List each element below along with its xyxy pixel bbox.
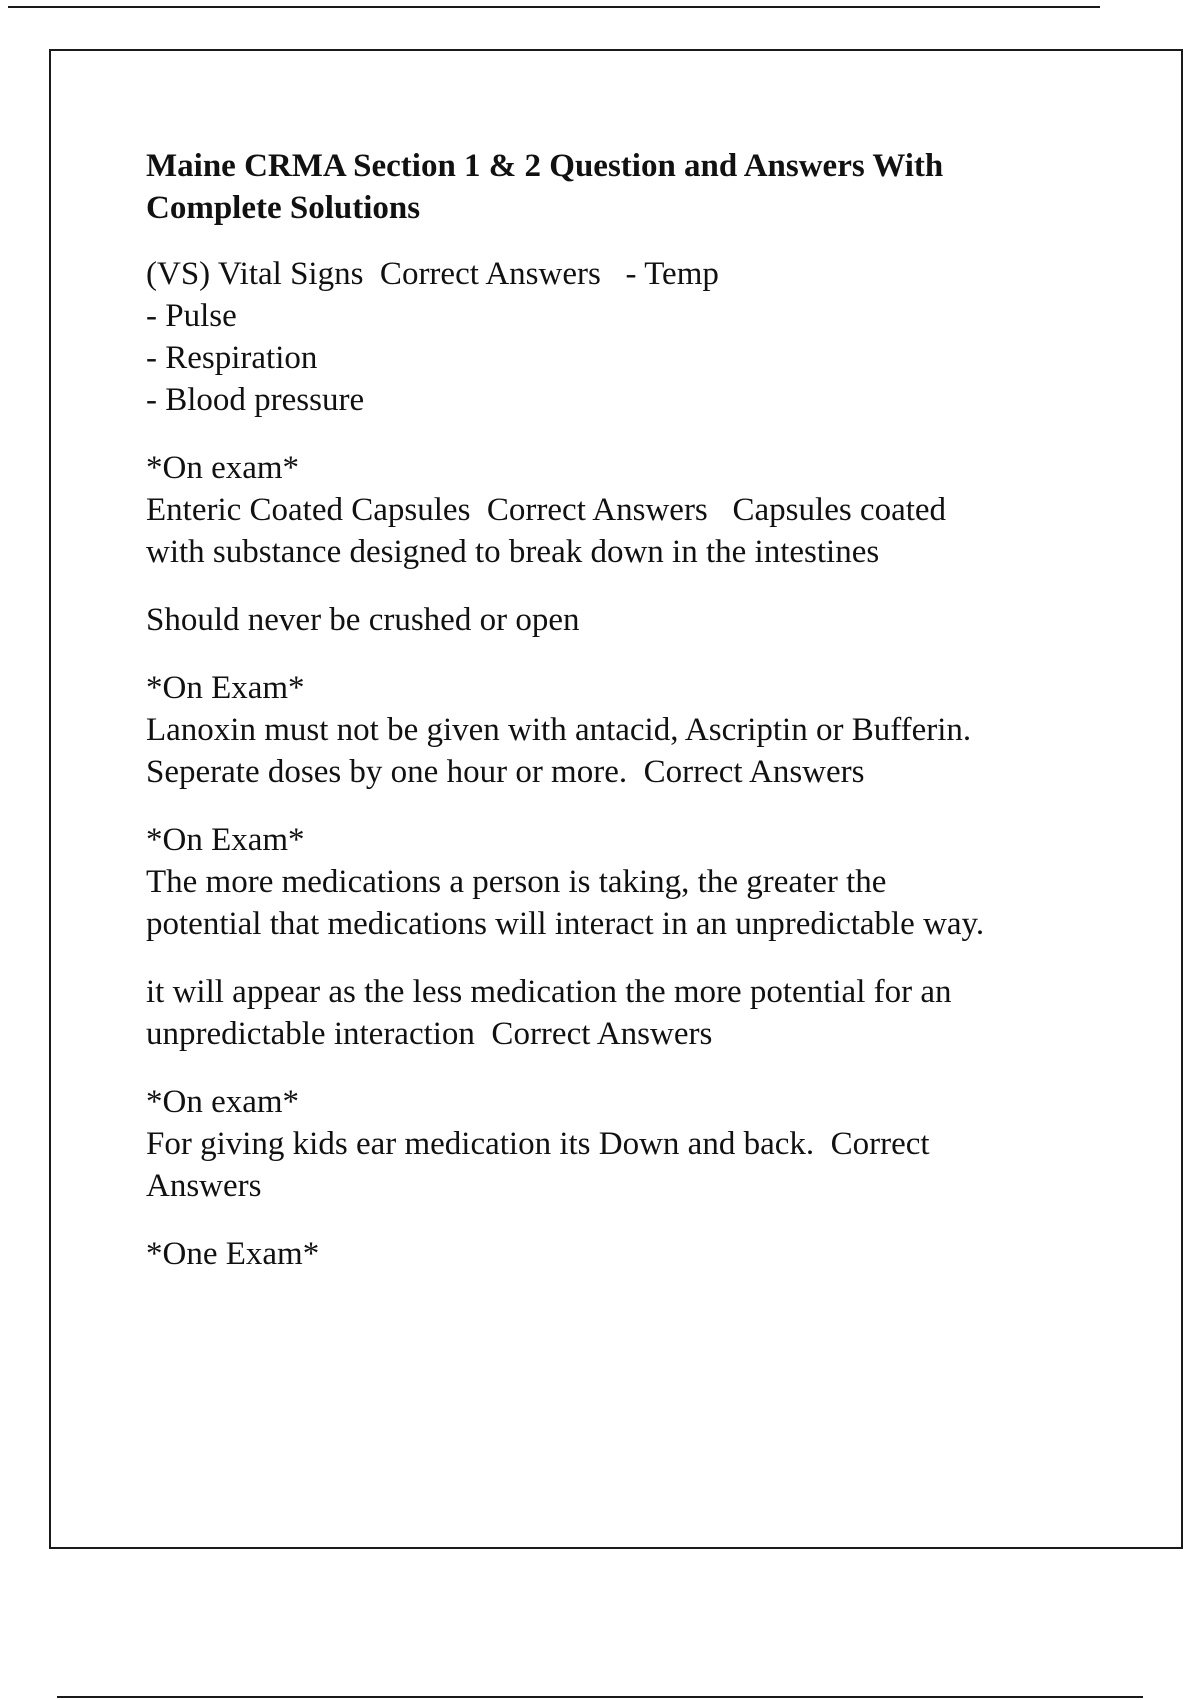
text-line: with substance designed to break down in the intestines	[146, 534, 880, 570]
text-line: - Blood pressure	[146, 382, 365, 418]
bottom-rule	[57, 1696, 1143, 1698]
text-line: it will appear as the less medication the more potential for an	[146, 974, 952, 1010]
vital-signs-block	[146, 253, 1096, 421]
text-line: unpredictable interaction Correct Answers	[146, 1016, 713, 1052]
exam-marker: *On exam*	[146, 450, 300, 486]
exam-marker: *On Exam*	[146, 822, 305, 858]
text-line: Should never be crushed or open	[146, 602, 580, 638]
text-line: Lanoxin must not be given with antacid, Ascriptin or Bufferin.	[146, 712, 972, 748]
text-line: (VS) Vital Signs Correct Answers - Temp	[146, 256, 719, 292]
exam-marker: *On Exam*	[146, 670, 305, 706]
lanoxin-block	[146, 667, 1096, 793]
text-line: Answers	[146, 1168, 262, 1204]
medication-interaction-block	[146, 819, 1096, 945]
exam-marker: *One Exam*	[146, 1236, 320, 1272]
interaction-answer-block	[146, 971, 1096, 1055]
text-line: - Respiration	[146, 340, 318, 376]
top-rule	[8, 6, 1100, 8]
text-line: The more medications a person is taking, the greater the	[146, 864, 887, 900]
title-line: Complete Solutions	[146, 190, 421, 226]
text-line: - Pulse	[146, 298, 237, 334]
text-line: Enteric Coated Capsules Correct Answers Capsules coated	[146, 492, 947, 528]
text-line: potential that medications will interact in an unpredictable way.	[146, 906, 985, 942]
ear-medication-block	[146, 1081, 1096, 1207]
title-line: Maine CRMA Section 1 & 2 Question and Answers With	[146, 148, 944, 184]
final-exam-marker-block	[146, 1233, 1096, 1275]
document-body	[146, 145, 1096, 1301]
document-title	[146, 145, 1096, 229]
text-line: Seperate doses by one hour or more. Correct Answers	[146, 754, 865, 790]
text-line: For giving kids ear medication its Down and back. Correct	[146, 1126, 930, 1162]
crush-note-block	[146, 599, 1096, 641]
exam-marker: *On exam*	[146, 1084, 300, 1120]
enteric-capsules-block	[146, 447, 1096, 573]
